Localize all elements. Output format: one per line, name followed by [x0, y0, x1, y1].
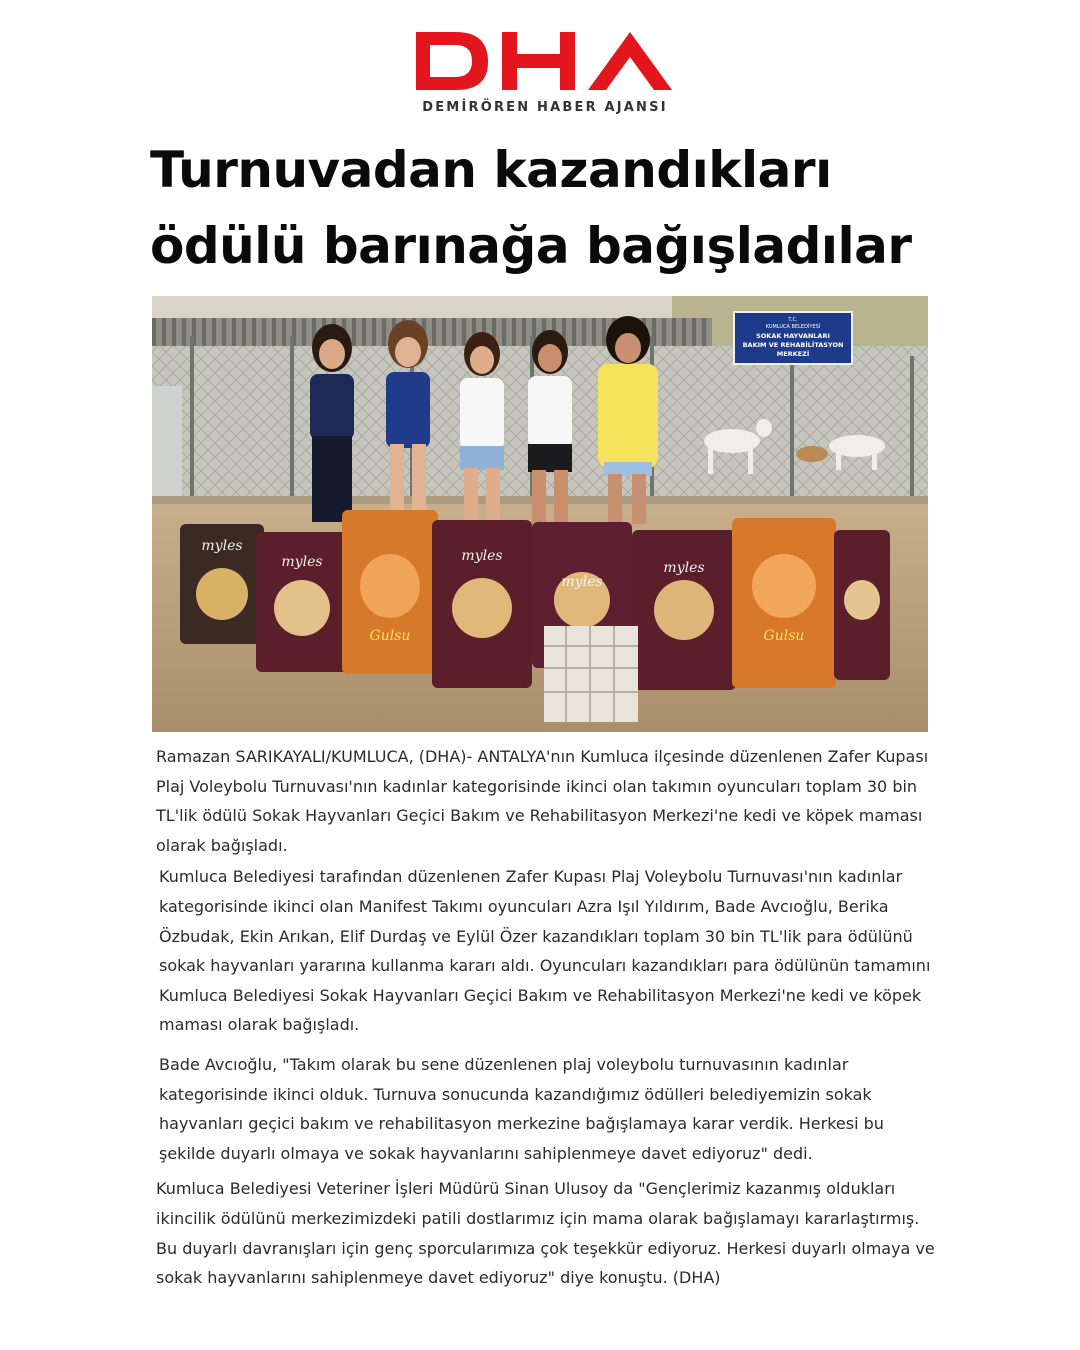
headline	[150, 132, 950, 284]
bag-label-4: myles	[461, 548, 503, 564]
headline-line-1: Turnuvadan kazandıkları	[150, 141, 832, 199]
article-body	[156, 742, 936, 1293]
article-paragraph-3: Bade Avcıoğlu, "Takım olarak bu sene düzenlenen plaj voleybolu turnuvasının kadınlar kategorisinde ikinci olduk. Turnuva sonucunda kazandığımız ödülleri belediyemizin sokak hayvanları geçici bakım ve rehabilitasyon merkezine bağışlamaya karar verdik. Herkesi bu şekilde duyarlı olmaya ve sokak hayvanlarını sahiplenmeye davet ediyoruz" dedi.	[159, 1054, 884, 1163]
dha-logo	[410, 24, 680, 120]
bag-label-1: myles	[201, 538, 243, 554]
bag-label-2: myles	[281, 554, 323, 570]
sign-text-2: KUMLUCA BELEDİYESİ	[765, 324, 821, 330]
article-paragraph-1: Ramazan SARIKAYALI/KUMLUCA, (DHA)- ANTALYA'nın Kumluca ilçesinde düzenlenen Zafer Kupası Plaj Voleybolu Turnuvası'nın kadınlar kategorisinde ikinci olan takımın oyuncuları toplam 30 bin TL'lik ödülü Sokak Hayvanları Geçici Bakım ve Rehabilitasyon Merkezi'ne kedi ve köpek maması olarak bağışladı.	[156, 747, 929, 855]
logo-tagline: DEMİRÖREN HABER AJANSI	[422, 100, 668, 115]
bag-label-6: myles	[663, 560, 705, 576]
headline-line-2: ödülü barınağa bağışladılar	[150, 217, 912, 275]
bag-label-7: Gulsu	[763, 628, 805, 644]
shelter-photo-illustration	[152, 296, 928, 732]
sign-text-5: MERKEZİ	[776, 350, 810, 358]
bag-label-5: myles	[561, 574, 603, 590]
article-paragraph-4: Kumluca Belediyesi Veteriner İşleri Müdürü Sinan Ulusoy da "Gençlerimiz kazanmış oldukları ikincilik ödülünü merkezimizdeki patili dostlarımız için mama olarak bağışlamayı kararlaştırmış. Bu duyarlı davranışları için genç sporcularımıza çok teşekkür ediyoruz. Herkesi duyarlı olmaya ve sokak hayvanlarını sahiplenmeye davet ediyoruz" diye konuştu. (DHA)	[156, 1179, 935, 1288]
sign-text-3: SOKAK HAYVANLARI	[756, 332, 830, 340]
bag-label-3: Gulsu	[369, 628, 411, 644]
sign-text-4: BAKIM VE REHABİLİTASYON	[742, 341, 844, 349]
sign-text-1: T.C.	[788, 317, 798, 323]
news-photo	[152, 296, 928, 732]
article-paragraph-2: Kumluca Belediyesi tarafından düzenlenen Zafer Kupası Plaj Voleybolu Turnuvası'nın kadınlar kategorisinde ikinci olan Manifest Takımı oyuncuları Azra Işıl Yıldırım, Bade Avcıoğlu, Berika Özbudak, Ekin Arıkan, Elif Durdaş ve Eylül Özer kazandıkları toplam 30 bin TL'lik para ödülünü sokak hayvanları yararına kullanma kararı aldı. Oyuncuları kazandıkları para ödülünün tamamını Kumluca Belediyesi Sokak Hayvanları Geçici Bakım ve Rehabilitasyon Merkezi'ne kedi ve köpek maması olarak bağışladı.	[159, 867, 931, 1035]
dha-logo-mark	[410, 24, 680, 96]
